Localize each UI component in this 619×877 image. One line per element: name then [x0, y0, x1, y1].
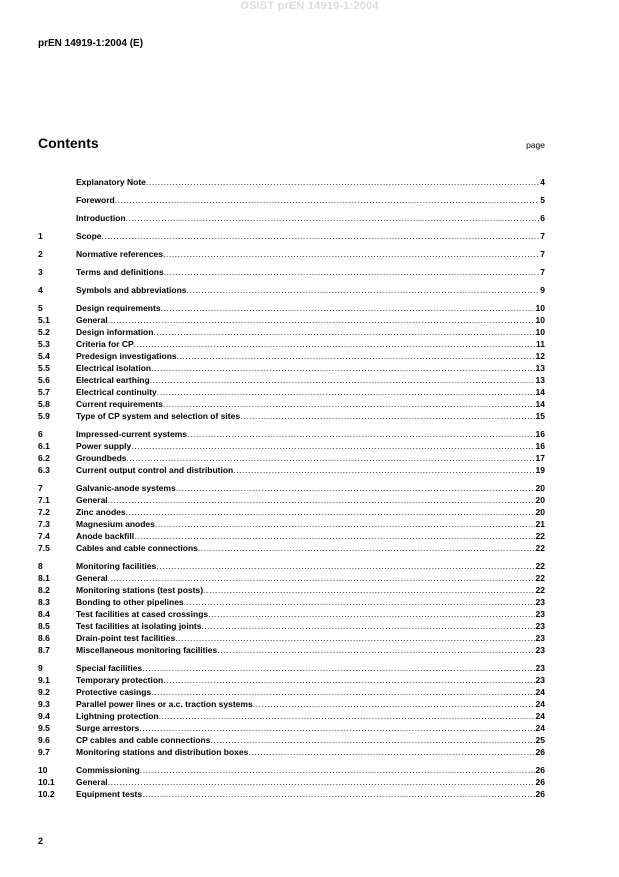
toc-entry[interactable]	[38, 284, 545, 296]
toc-entry[interactable]	[38, 230, 545, 242]
toc-entry-number: 8.7	[38, 645, 50, 655]
toc-leader-dots	[139, 722, 534, 734]
toc-entry-label: Drain-point test facilities	[76, 633, 176, 643]
toc-entry[interactable]	[38, 428, 545, 440]
toc-entry-label: Surge arrestors	[76, 723, 140, 733]
toc-entry-page: 16	[535, 441, 545, 451]
toc-entry-label: Protective casings	[76, 687, 152, 697]
toc-entry-page: 23	[535, 597, 545, 607]
toc-entry-number: 8.4	[38, 609, 50, 619]
toc-entry-number: 5.4	[38, 351, 50, 361]
toc-entry-number: 6.2	[38, 453, 50, 463]
toc-leader-dots	[131, 440, 534, 452]
toc-entry-label: Impressed-current systems	[76, 429, 188, 439]
toc-entry-label: Miscellaneous monitoring facilities	[76, 645, 218, 655]
toc-entry-label: Explanatory Note	[76, 177, 146, 187]
toc-entry-label: Power supply	[76, 441, 132, 451]
toc-leader-dots	[163, 398, 535, 410]
toc-entry-label: Symbols and abbreviations	[76, 285, 187, 295]
toc-entry-label: Magnesium anodes	[76, 519, 155, 529]
toc-entry[interactable]	[38, 674, 545, 686]
toc-entry-number: 8.2	[38, 585, 50, 595]
toc-leader-dots	[240, 410, 534, 422]
toc-entry-page: 22	[535, 543, 545, 553]
toc-entry[interactable]	[38, 506, 545, 518]
toc-entry-page: 10	[535, 327, 545, 337]
toc-leader-dots	[163, 674, 534, 686]
toc-entry-number: 5.1	[38, 315, 50, 325]
toc-entry[interactable]	[38, 686, 545, 698]
toc-entry[interactable]	[38, 410, 545, 422]
toc-entry-label: Galvanic-anode systems	[76, 483, 176, 493]
toc-entry[interactable]	[38, 722, 545, 734]
toc-entry[interactable]	[38, 518, 545, 530]
toc-leader-dots	[108, 776, 535, 788]
toc-entry[interactable]	[38, 374, 545, 386]
toc-leader-dots	[233, 464, 534, 476]
toc-leader-dots	[151, 362, 534, 374]
toc-leader-dots	[108, 314, 535, 326]
toc-entry[interactable]	[38, 710, 545, 722]
toc-entry-label: Predesign investigations	[76, 351, 177, 361]
toc-entry[interactable]	[38, 494, 545, 506]
toc-entry-label: Design information	[76, 327, 154, 337]
toc-entry-page: 13	[535, 363, 545, 373]
toc-leader-dots	[253, 698, 535, 710]
toc-entry[interactable]	[38, 530, 545, 542]
toc-entry[interactable]	[38, 746, 545, 758]
toc-entry[interactable]	[38, 482, 545, 494]
toc-leader-dots	[187, 428, 535, 440]
toc-entry-page: 9	[540, 285, 545, 295]
toc-entry-number: 9.6	[38, 735, 50, 745]
toc-entry-number: 5	[38, 303, 43, 313]
toc-entry[interactable]	[38, 350, 545, 362]
toc-entry-page: 23	[535, 633, 545, 643]
toc-entry-number: 8.1	[38, 573, 50, 583]
toc-entry[interactable]	[38, 788, 545, 800]
toc-entry-label: Special facilities	[76, 663, 143, 673]
toc-entry-number: 8.5	[38, 621, 50, 631]
toc-entry-label: Commissioning	[76, 765, 140, 775]
toc-entry-page: 13	[535, 375, 545, 385]
toc-entry-number: 5.2	[38, 327, 50, 337]
toc-entry-number: 9.4	[38, 711, 50, 721]
toc-entry-page: 24	[535, 711, 545, 721]
toc-entry[interactable]	[38, 314, 545, 326]
toc-entry-label: Criteria for CP	[76, 339, 134, 349]
toc-entry[interactable]	[38, 632, 545, 644]
toc-entry-page: 24	[535, 687, 545, 697]
toc-entry-label: Parallel power lines or a.c. traction systems	[76, 699, 253, 709]
toc-entry-label: Scope	[76, 231, 102, 241]
toc-entry-number: 1	[38, 231, 43, 241]
toc-entry-page: 24	[535, 723, 545, 733]
toc-leader-dots	[184, 596, 535, 608]
toc-entry-label: Introduction	[76, 213, 126, 223]
toc-entry[interactable]	[38, 776, 545, 788]
toc-entry-number: 9.2	[38, 687, 50, 697]
toc-entry-label: Monitoring stations (test posts)	[76, 585, 204, 595]
toc-leader-dots	[187, 284, 540, 296]
toc-entry-number: 5.3	[38, 339, 50, 349]
toc-entry[interactable]	[38, 362, 545, 374]
toc-entry[interactable]	[38, 338, 545, 350]
toc-entry-number: 5.5	[38, 363, 50, 373]
toc-leader-dots	[126, 506, 535, 518]
toc-entry-page: 12	[535, 351, 545, 361]
toc-entry-label: Type of CP system and selection of sites	[76, 411, 241, 421]
toc-entry-number: 5.8	[38, 399, 50, 409]
toc-entry-label: Groundbeds	[76, 453, 127, 463]
toc-entry[interactable]	[38, 620, 545, 632]
toc-entry-number: 6.3	[38, 465, 50, 475]
toc-entry-page: 10	[535, 303, 545, 313]
toc-entry-page: 14	[535, 387, 545, 397]
toc-entry-page: 26	[535, 777, 545, 787]
toc-entry-page: 26	[535, 789, 545, 799]
toc-leader-dots	[151, 686, 534, 698]
toc-leader-dots	[175, 632, 534, 644]
toc-entry-label: Zinc anodes	[76, 507, 126, 517]
toc-leader-dots	[156, 560, 534, 572]
toc-entry-label: Monitoring stations and distribution boxes	[76, 747, 249, 757]
toc-entry-page: 23	[535, 621, 545, 631]
toc-leader-dots	[108, 494, 535, 506]
toc-leader-dots	[248, 746, 534, 758]
toc-leader-dots	[134, 338, 535, 350]
toc-entry-number: 10.2	[38, 789, 55, 799]
toc-entry-number: 7.1	[38, 495, 50, 505]
toc-entry-page: 24	[535, 699, 545, 709]
toc-entry-number: 9.3	[38, 699, 50, 709]
toc-entry-page: 7	[540, 249, 545, 259]
toc-entry-number: 4	[38, 285, 43, 295]
toc-leader-dots	[164, 266, 540, 278]
toc-entry-number: 7.2	[38, 507, 50, 517]
toc-entry-page: 23	[535, 663, 545, 673]
toc-entry[interactable]	[38, 386, 545, 398]
toc-entry[interactable]	[38, 644, 545, 656]
toc-entry-page: 26	[535, 765, 545, 775]
toc-entry-page: 6	[540, 213, 545, 223]
toc-leader-dots	[176, 482, 535, 494]
toc-entry-label: Electrical continuity	[76, 387, 157, 397]
page-number: 2	[38, 836, 44, 846]
toc-entry-page: 20	[535, 483, 545, 493]
toc-entry-page: 22	[535, 531, 545, 541]
toc-entry[interactable]	[38, 698, 545, 710]
toc-entry-label: Anode backfill	[76, 531, 135, 541]
toc-entry[interactable]	[38, 734, 545, 746]
toc-entry-label: General	[76, 315, 108, 325]
toc-leader-dots	[177, 350, 535, 362]
toc-entry-page: 20	[535, 507, 545, 517]
toc-entry[interactable]	[38, 212, 545, 224]
toc-entry[interactable]	[38, 464, 545, 476]
toc-leader-dots	[203, 584, 535, 596]
toc-entry-label: Electrical earthing	[76, 375, 150, 385]
toc-entry-page: 22	[535, 561, 545, 571]
toc-entry-number: 2	[38, 249, 43, 259]
watermark: OSIST prEN 14919-1:2004	[240, 0, 379, 12]
document-id: prEN 14919-1:2004 (E)	[38, 38, 144, 49]
toc-entry[interactable]	[38, 440, 545, 452]
toc-entry-number: 9	[38, 663, 43, 673]
toc-leader-dots	[150, 374, 535, 386]
toc-entry-label: Bonding to other pipelines	[76, 597, 184, 607]
toc-leader-dots	[126, 212, 540, 224]
toc-entry[interactable]	[38, 608, 545, 620]
toc-entry[interactable]	[38, 266, 545, 278]
toc-leader-dots	[163, 248, 539, 260]
toc-entry[interactable]	[38, 398, 545, 410]
toc-entry-page: 14	[535, 399, 545, 409]
page-title: Contents	[38, 135, 99, 151]
toc-entry-label: Cables and cable connections	[76, 543, 198, 553]
toc-leader-dots	[155, 518, 535, 530]
toc-entry-page: 23	[535, 645, 545, 655]
toc-leader-dots	[198, 542, 535, 554]
toc-entry-label: Lightning protection	[76, 711, 159, 721]
toc-entry-page: 4	[540, 177, 545, 187]
toc-entry-number: 5.6	[38, 375, 50, 385]
toc-entry-label: Electrical isolation	[76, 363, 152, 373]
toc-entry-page: 26	[535, 747, 545, 757]
toc-entry-number: 10.1	[38, 777, 55, 787]
toc-leader-dots	[108, 572, 535, 584]
toc-entry-number: 7.3	[38, 519, 50, 529]
toc-entry[interactable]	[38, 176, 545, 188]
toc-entry[interactable]	[38, 302, 545, 314]
table-of-contents	[38, 176, 545, 800]
toc-entry-number: 6.1	[38, 441, 50, 451]
toc-entry-page: 11	[536, 339, 545, 349]
toc-entry-label: General	[76, 777, 108, 787]
toc-entry-label: Design requirements	[76, 303, 161, 313]
toc-entry-page: 7	[540, 231, 545, 241]
toc-entry-label: Current requirements	[76, 399, 163, 409]
toc-entry[interactable]	[38, 596, 545, 608]
toc-entry[interactable]	[38, 194, 545, 206]
toc-entry-number: 6	[38, 429, 43, 439]
toc-leader-dots	[102, 230, 540, 242]
toc-entry-page: 21	[535, 519, 545, 529]
toc-entry-page: 15	[535, 411, 545, 421]
toc-entry-label: CP cables and cable connections	[76, 735, 211, 745]
toc-entry-page: 17	[535, 453, 545, 463]
toc-entry-label: Current output control and distribution	[76, 465, 234, 475]
toc-entry-number: 9.1	[38, 675, 50, 685]
toc-entry-label: Equipment tests	[76, 789, 143, 799]
toc-entry-number: 5.9	[38, 411, 50, 421]
toc-leader-dots	[201, 620, 534, 632]
toc-entry-label: Normative references	[76, 249, 163, 259]
toc-entry-label: Test facilities at isolating joints	[76, 621, 202, 631]
toc-entry-number: 7.4	[38, 531, 50, 541]
toc-entry-page: 23	[535, 675, 545, 685]
toc-entry-number: 9.5	[38, 723, 50, 733]
toc-entry-label: Foreword	[76, 195, 115, 205]
toc-entry-number: 5.7	[38, 387, 50, 397]
toc-entry-number: 10	[38, 765, 48, 775]
toc-leader-dots	[208, 608, 534, 620]
toc-leader-dots	[142, 662, 534, 674]
toc-entry-number: 8	[38, 561, 43, 571]
toc-entry-label: General	[76, 573, 108, 583]
toc-entry-page: 19	[535, 465, 545, 475]
toc-entry-page: 23	[535, 609, 545, 619]
toc-leader-dots	[159, 710, 535, 722]
toc-entry[interactable]	[38, 584, 545, 596]
toc-leader-dots	[142, 788, 534, 800]
toc-entry-page: 20	[535, 495, 545, 505]
toc-entry-number: 8.3	[38, 597, 50, 607]
toc-entry[interactable]	[38, 572, 545, 584]
toc-entry-page: 5	[540, 195, 545, 205]
toc-leader-dots	[157, 386, 535, 398]
page-column-header: page	[526, 140, 545, 150]
toc-entry[interactable]	[38, 560, 545, 572]
toc-entry-number: 3	[38, 267, 43, 277]
toc-entry-label: General	[76, 495, 108, 505]
toc-leader-dots	[161, 302, 535, 314]
toc-leader-dots	[127, 452, 535, 464]
toc-entry[interactable]	[38, 452, 545, 464]
toc-entry-label: Temporary protection	[76, 675, 164, 685]
toc-entry-page: 22	[535, 585, 545, 595]
toc-leader-dots	[217, 644, 534, 656]
toc-entry[interactable]	[38, 248, 545, 260]
toc-entry[interactable]	[38, 764, 545, 776]
toc-entry-page: 16	[535, 429, 545, 439]
toc-leader-dots	[140, 764, 535, 776]
toc-leader-dots	[210, 734, 534, 746]
toc-leader-dots	[153, 326, 534, 338]
toc-entry[interactable]	[38, 326, 545, 338]
toc-entry-label: Terms and definitions	[76, 267, 164, 277]
toc-entry-number: 8.6	[38, 633, 50, 643]
toc-entry[interactable]	[38, 542, 545, 554]
toc-entry-label: Monitoring facilities	[76, 561, 157, 571]
toc-entry-number: 9.7	[38, 747, 50, 757]
toc-entry-page: 22	[535, 573, 545, 583]
toc-entry-page: 7	[540, 267, 545, 277]
toc-leader-dots	[146, 176, 539, 188]
toc-entry-number: 7.5	[38, 543, 50, 553]
toc-entry-number: 7	[38, 483, 43, 493]
toc-entry-page: 10	[535, 315, 545, 325]
toc-leader-dots	[115, 194, 540, 206]
toc-entry[interactable]	[38, 662, 545, 674]
toc-leader-dots	[134, 530, 534, 542]
toc-entry-page: 25	[535, 735, 545, 745]
toc-entry-label: Test facilities at cased crossings	[76, 609, 209, 619]
